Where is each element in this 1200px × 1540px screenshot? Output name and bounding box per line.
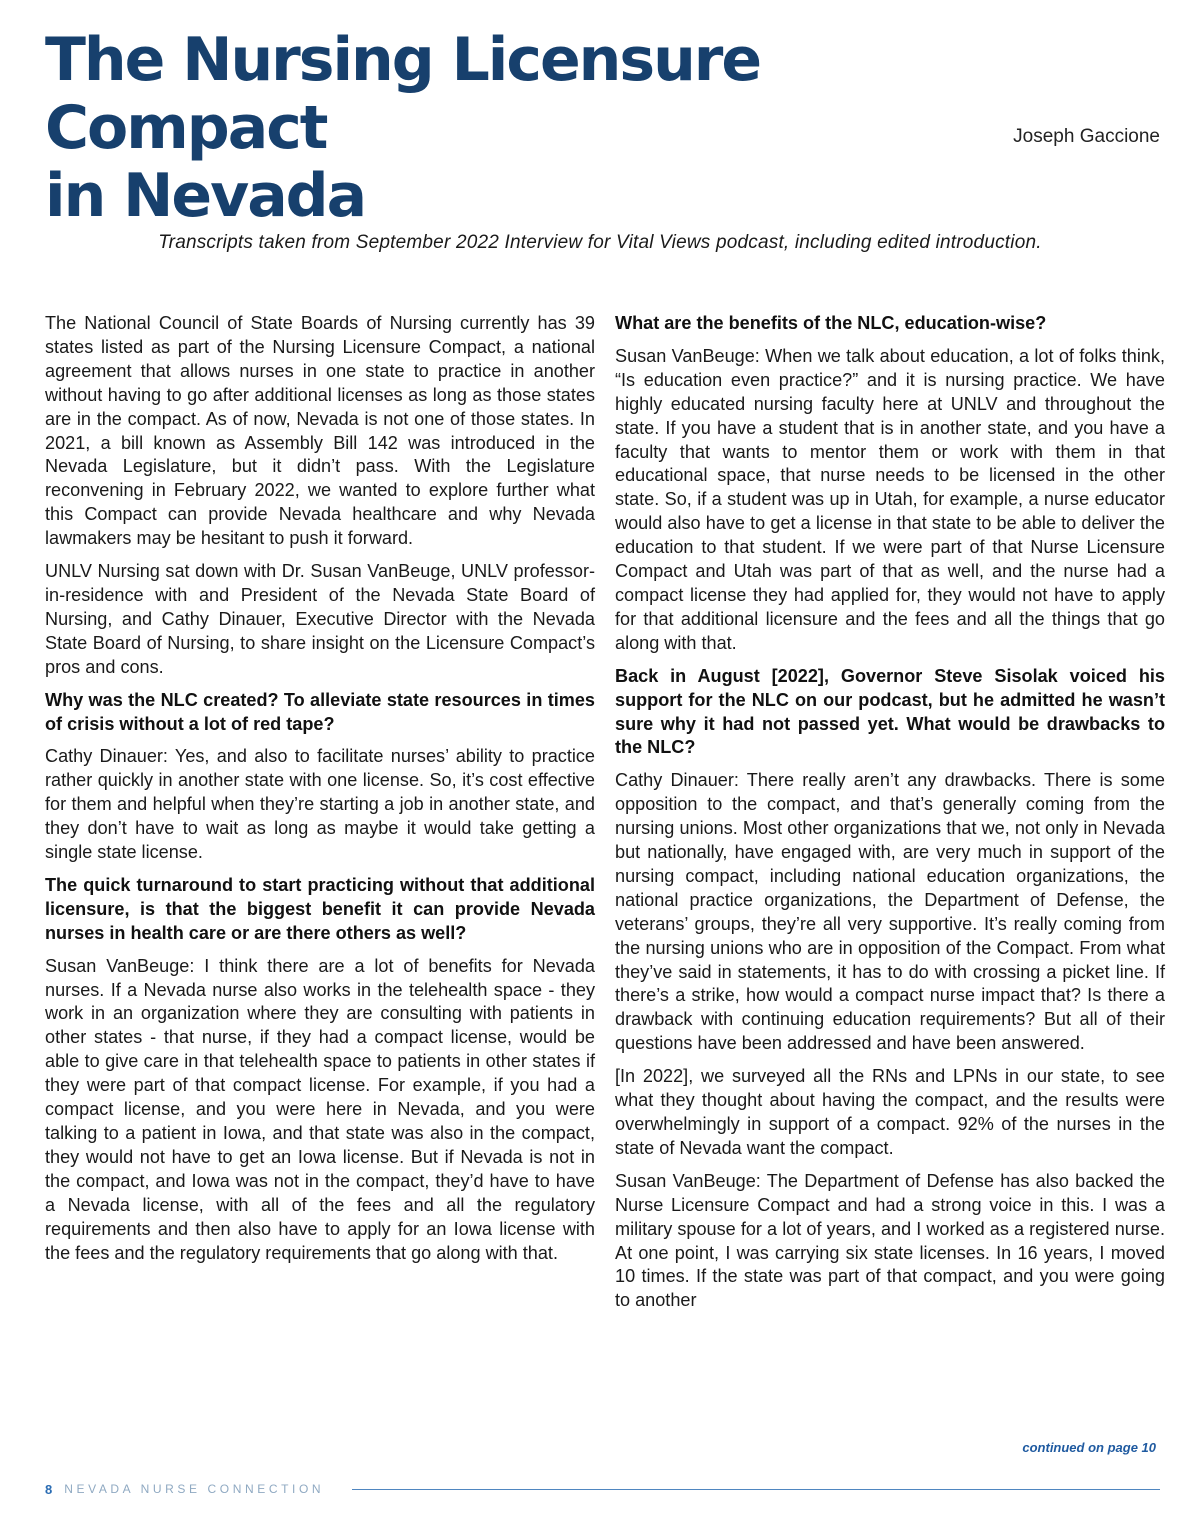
interview-answer: Susan VanBeuge: I think there are a lot of benefits for Nevada nurses. If a Nevada nurse also works in the telehealth space - they work in an organization where they are consulting with patients in other states - that nurse, if they had a compact license, would be able to give care in that telehealth space to patients in other states if they were part of that compact license. For example, if you had a compact license, and you were here in Nevada, and you were talking to a patient in Iowa, and that state was also in the compact, they would not have to get an Iowa license. But if Nevada is not in the compact, and Iowa was not in the compact, they’d have to have a Nevada license, with all of the fees and all the regulatory requirements and then also have to apply for an Iowa license with the fees and the regulatory requirements that go along with that. [45,955,595,1263]
interview-answer: Cathy Dinauer: Yes, and also to facilitate nurses’ ability to practice rather quickly in another state with one license. So, it’s cost effective for them and helpful when they’re starting a job in another state, and they don’t have to wait as long as maybe it would take getting a single state license. [45,746,595,863]
interview-question: The quick turnaround to start practicing without that additional licensure, is that the biggest benefit it can provide Nevada nurses in health care or are there others as well? [45,874,595,943]
intro-paragraph: The National Council of State Boards of Nursing currently has 39 states listed as part of the Nursing Licensure Compact, a national agreement that allows nurses in one state to practice in another without having to go after additional licenses as long as those states are in the compact. As of now, Nevada is not one of those states. In 2021, a bill known as Assembly Bill 142 was introduced in the Nevada Legislature, but it didn’t pass. With the Legislature reconvening in February 2022, we wanted to explore further what this Compact can provide Nevada healthcare and why Nevada lawmakers may be hesitant to push it forward. [45,313,595,549]
interview-answer: Susan VanBeuge: The Department of Defense has also backed the Nurse Licensure Compact and had a strong voice in this. I was a military spouse for a lot of years, and I worked as a registered nurse. At one point, I was carrying six state licenses. In 16 years, I moved 10 times. If the state was part of that compact, and you were going to another [615,1170,1165,1311]
publication-name: NEVADA NURSE CONNECTION [64,1482,325,1496]
author-byline: Joseph Gaccione [1013,126,1160,147]
page-footer [45,1481,1160,1497]
right-column [615,312,1165,1322]
intro-paragraph: UNLV Nursing sat down with Dr. Susan VanBeuge, UNLV professor-in-residence with and President of the Nevada State Board of Nursing, and Cathy Dinauer, Executive Director with the Nevada State Board of Nursing, to share insight on the Licensure Compact’s pros and cons. [45,561,595,677]
interview-question: Why was the NLC created? To alleviate state resources in times of crisis without a lot of red tape? [45,689,595,734]
article-title [45,26,985,230]
page-number: 8 [45,1481,53,1497]
interview-answer: Susan VanBeuge: When we talk about education, a lot of folks think, “Is education even practice?” and it is nursing practice. We have highly educated nursing faculty here at UNLV and throughout the state. If you have a student that is in another state, and you have a faculty that wants to mentor them or work with them in that educational space, that nurse needs to be licensed in the other state. So, if a student was up in Utah, for example, a nurse educator would also have to get a license in that state to be able to deliver the education to that student. If we were part of that Nurse Licensure Compact and Utah was part of that as well, and the nurse had a compact license they had applied for, they would not have to apply for that additional licensure and the fees and all the things that go along with that. [615,345,1165,653]
continued-note: continued on page 10 [1022,1440,1156,1455]
article-subtitle: Transcripts taken from September 2022 Interview for Vital Views podcast, including edited introduction. [158,232,1042,253]
interview-question: Back in August [2022], Governor Steve Sisolak voiced his support for the NLC on our podcast, but he admitted he wasn’t sure why it had not passed yet. What would be drawbacks to the NLC? [615,665,1165,758]
left-column [45,312,595,1274]
interview-question: What are the benefits of the NLC, education-wise? [615,313,1047,333]
title-line-2: in Nevada [45,161,366,231]
footer-divider [352,1489,1160,1490]
title-line-1: The Nursing Licensure Compact [45,25,761,163]
interview-answer: Cathy Dinauer: There really aren’t any drawbacks. There is some opposition to the compact, and that’s generally coming from the nursing unions. Most other organizations that we, not only in Nevada but nationally, have engaged with, are very much in support of the nursing compact, including national education organizations, the national practice organizations, the Department of Defense, the veterans’ groups, they’re all very supportive. It’s really coming from the nursing unions who are in opposition of the Compact. From what they’ve said in statements, it has to do with crossing a picket line. If there’s a strike, how would a compact nurse impact that? Is there a drawback with continuing education requirements? But all of their questions have been addressed and have been answered. [615,770,1165,1054]
interview-answer: [In 2022], we surveyed all the RNs and LPNs in our state, to see what they thought about having the compact, and the results were overwhelmingly in support of a compact. 92% of the nurses in the state of Nevada want the compact. [615,1066,1165,1158]
